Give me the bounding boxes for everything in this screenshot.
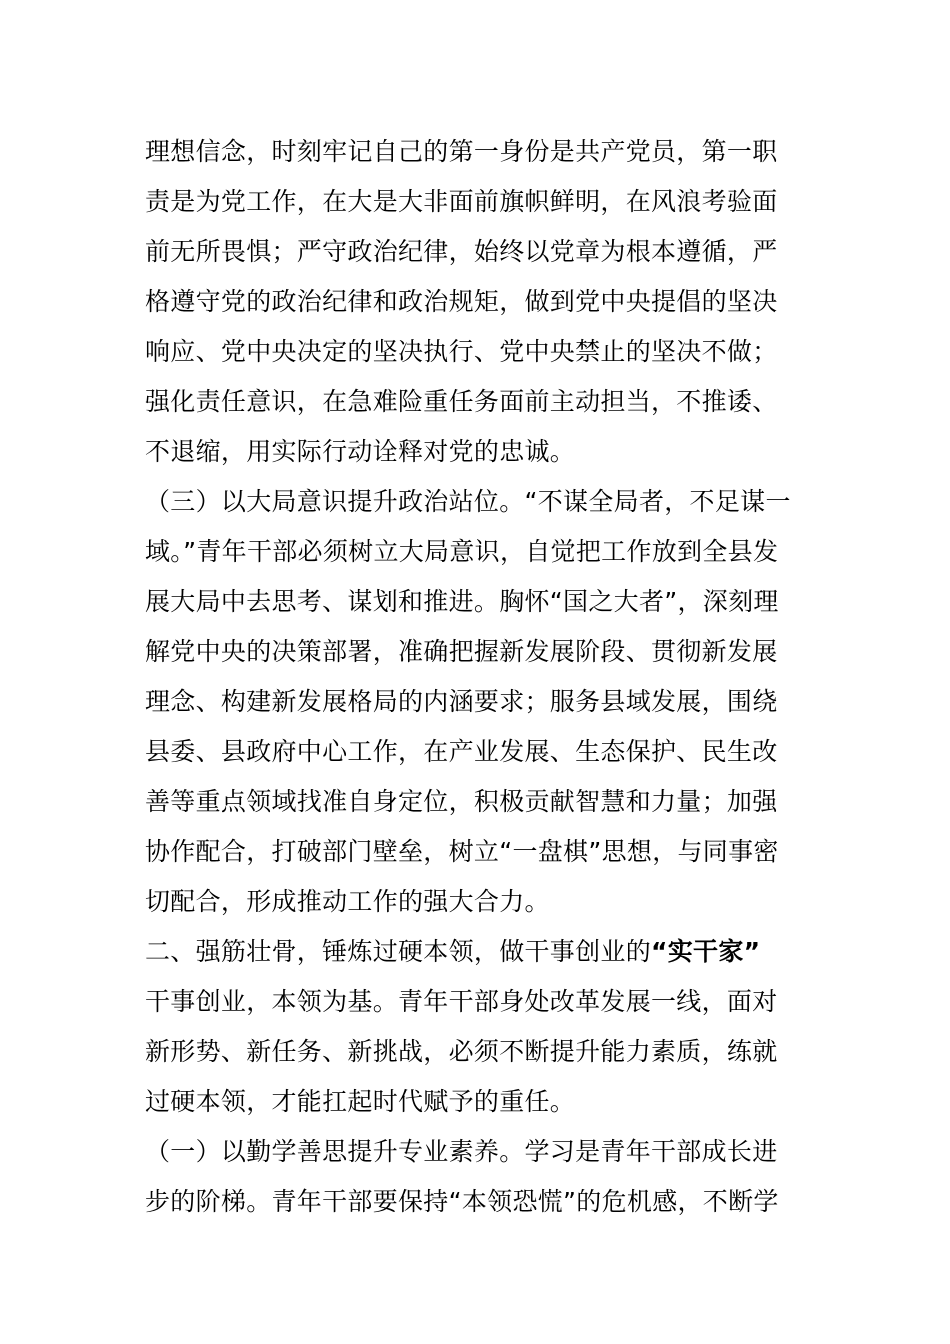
text-line: 强化责任意识，在急难险重任务面前主动担当，不推诿、 — [145, 387, 778, 416]
text-line: （三）以大局意识提升政治站位。“不谋全局者，不足谋一 — [145, 487, 791, 516]
text-line: 县委、县政府中心工作，在产业发展、生态保护、民生改 — [145, 737, 778, 766]
text-line: 展大局中去思考、谋划和推进。胸怀“国之大者”，深刻理 — [145, 587, 779, 616]
text-line: 理想信念，时刻牢记自己的第一身份是共产党员，第一职 — [145, 137, 778, 166]
text-line: 格遵守党的政治纪律和政治规矩，做到党中央提倡的坚决 — [145, 287, 778, 316]
section-heading-quote: “实干家” — [651, 937, 761, 966]
text-line: 协作配合，打破部门壁垒，树立“一盘棋”思想，与同事密 — [145, 837, 779, 866]
section-heading-text: 二、强筋壮骨，锤炼过硬本领，做干事创业的 — [145, 937, 652, 966]
text-line: （一）以勤学善思提升专业素养。学习是青年干部成长进 — [145, 1137, 778, 1166]
text-line: 干事创业，本领为基。青年干部身处改革发展一线，面对 — [145, 987, 778, 1016]
text-line: 责是为党工作，在大是大非面前旗帜鲜明，在风浪考验面 — [145, 187, 778, 216]
text-line: 响应、党中央决定的坚决执行、党中央禁止的坚决不做； — [145, 337, 778, 366]
text-line: 解党中央的决策部署，准确把握新发展阶段、贯彻新发展 — [145, 637, 778, 666]
document-body — [145, 127, 810, 1227]
text-line: 步的阶梯。青年干部要保持“本领恐慌”的危机感，不断学 — [145, 1187, 779, 1216]
text-line: 新形势、新任务、新挑战，必须不断提升能力素质，练就 — [145, 1037, 778, 1066]
text-line: 理念、构建新发展格局的内涵要求；服务县域发展，围绕 — [145, 687, 778, 716]
text-line: 切配合，形成推动工作的强大合力。 — [145, 887, 550, 916]
text-line: 善等重点领域找准自身定位，积极贡献智慧和力量；加强 — [145, 787, 778, 816]
text-line: 前无所畏惧；严守政治纪律，始终以党章为根本遵循，严 — [145, 237, 778, 266]
text-line: 域。”青年干部必须树立大局意识，自觉把工作放到全县发 — [145, 537, 779, 566]
text-line: 过硬本领，才能扛起时代赋予的重任。 — [145, 1087, 576, 1116]
section-heading — [145, 927, 810, 977]
text-line: 不退缩，用实际行动诠释对党的忠诚。 — [145, 437, 576, 466]
